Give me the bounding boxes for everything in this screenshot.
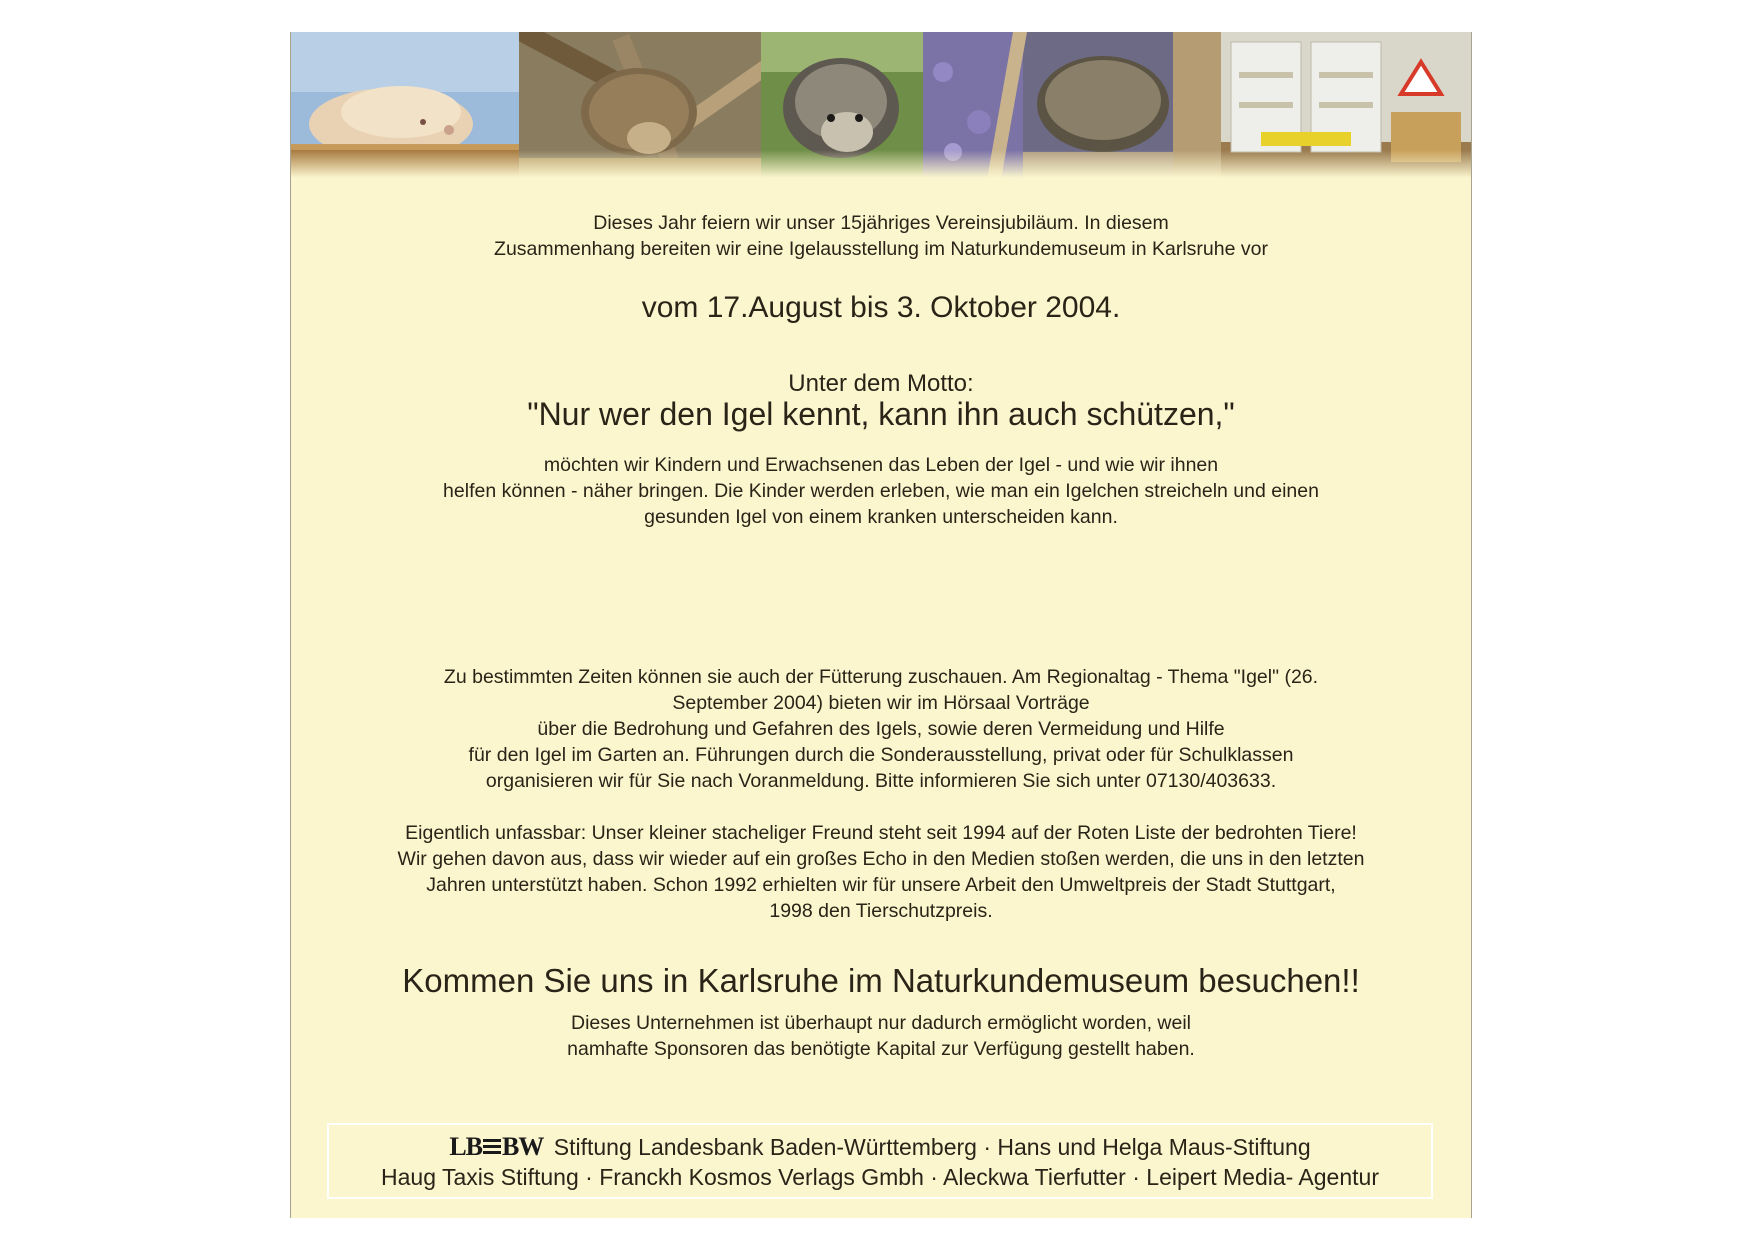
text-line: September 2004) bieten wir im Hörsaal Vorträge (672, 692, 1090, 714)
sponsors-box (327, 1123, 1433, 1199)
kids-paragraph (291, 452, 1471, 530)
red-list-paragraph (291, 820, 1471, 924)
lbbw-logo-icon (449, 1132, 543, 1161)
intro-paragraph (291, 210, 1471, 262)
visit-headline: Kommen Sie uns in Karlsruhe im Naturkundemuseum besuchen!! (402, 962, 1360, 999)
sponsors-line-1 (329, 1133, 1431, 1161)
text-line: Wir gehen davon aus, dass wir wieder auf ein großes Echo in den Medien stoßen werden, die uns in den letzten (397, 848, 1365, 870)
text-line: Dieses Unternehmen ist überhaupt nur dadurch ermöglicht worden, weil (571, 1012, 1191, 1034)
text-line: über die Bedrohung und Gefahren des Igels, sowie deren Vermeidung und Hilfe (537, 718, 1225, 740)
photo-strip-fade (291, 150, 1471, 178)
text-line: Zusammenhang bereiten wir eine Igelausstellung im Naturkundemuseum in Karlsruhe vor (494, 238, 1268, 260)
text-line: Dieses Jahr feiern wir unser 15jähriges Vereinsjubiläum. In diesem (593, 212, 1169, 234)
text-line: organisieren wir für Sie nach Voranmeldung. Bitte informieren Sie sich unter 07130/403633. (485, 770, 1277, 792)
text-line: Eigentlich unfassbar: Unser kleiner stacheliger Freund steht seit 1994 auf der Roten Liste der bedrohten Tiere! (405, 822, 1357, 844)
motto-label: Unter dem Motto: (788, 370, 974, 397)
sponsors-line-2: Haug Taxis Stiftung · Franckh Kosmos Verlags Gmbh · Aleckwa Tierfutter · Leipert Media- Agentur (381, 1164, 1379, 1190)
lbbw-logo-right: BW (502, 1132, 544, 1161)
text-line: gesunden Igel von einem kranken unterscheiden kann. (644, 506, 1118, 528)
flyer-page (290, 32, 1472, 1218)
sponsors-text-1: Stiftung Landesbank Baden-Württemberg · Hans und Helga Maus-Stiftung (553, 1134, 1311, 1160)
feeding-paragraph (291, 664, 1471, 794)
exhibition-dates: vom 17.August bis 3. Oktober 2004. (641, 291, 1121, 324)
text-line: Jahren unterstützt haben. Schon 1992 erhielten wir für unsere Arbeit den Umweltpreis der Stadt Stuttgart, (426, 874, 1336, 896)
text-line: helfen können - näher bringen. Die Kinder werden erleben, wie man ein Igelchen streicheln und einen (443, 480, 1319, 502)
lbbw-logo-left: LB (449, 1132, 483, 1161)
text-line: namhafte Sponsoren das benötigte Kapital zur Verfügung gestellt haben. (567, 1038, 1195, 1060)
text-line: 1998 den Tierschutzpreis. (769, 900, 993, 922)
sponsor-note (291, 1010, 1471, 1062)
text-line: möchten wir Kindern und Erwachsenen das Leben der Igel - und wie wir ihnen (543, 454, 1219, 476)
motto-quote: "Nur wer den Igel kennt, kann ihn auch schützen," (527, 396, 1235, 432)
lbbw-bars-icon (483, 1139, 501, 1155)
text-line: für den Igel im Garten an. Führungen durch die Sonderausstellung, privat oder für Schulklassen (468, 744, 1294, 766)
text-line: Zu bestimmten Zeiten können sie auch der Fütterung zuschauen. Am Regionaltag - Thema "Igel" (26. (443, 666, 1319, 688)
